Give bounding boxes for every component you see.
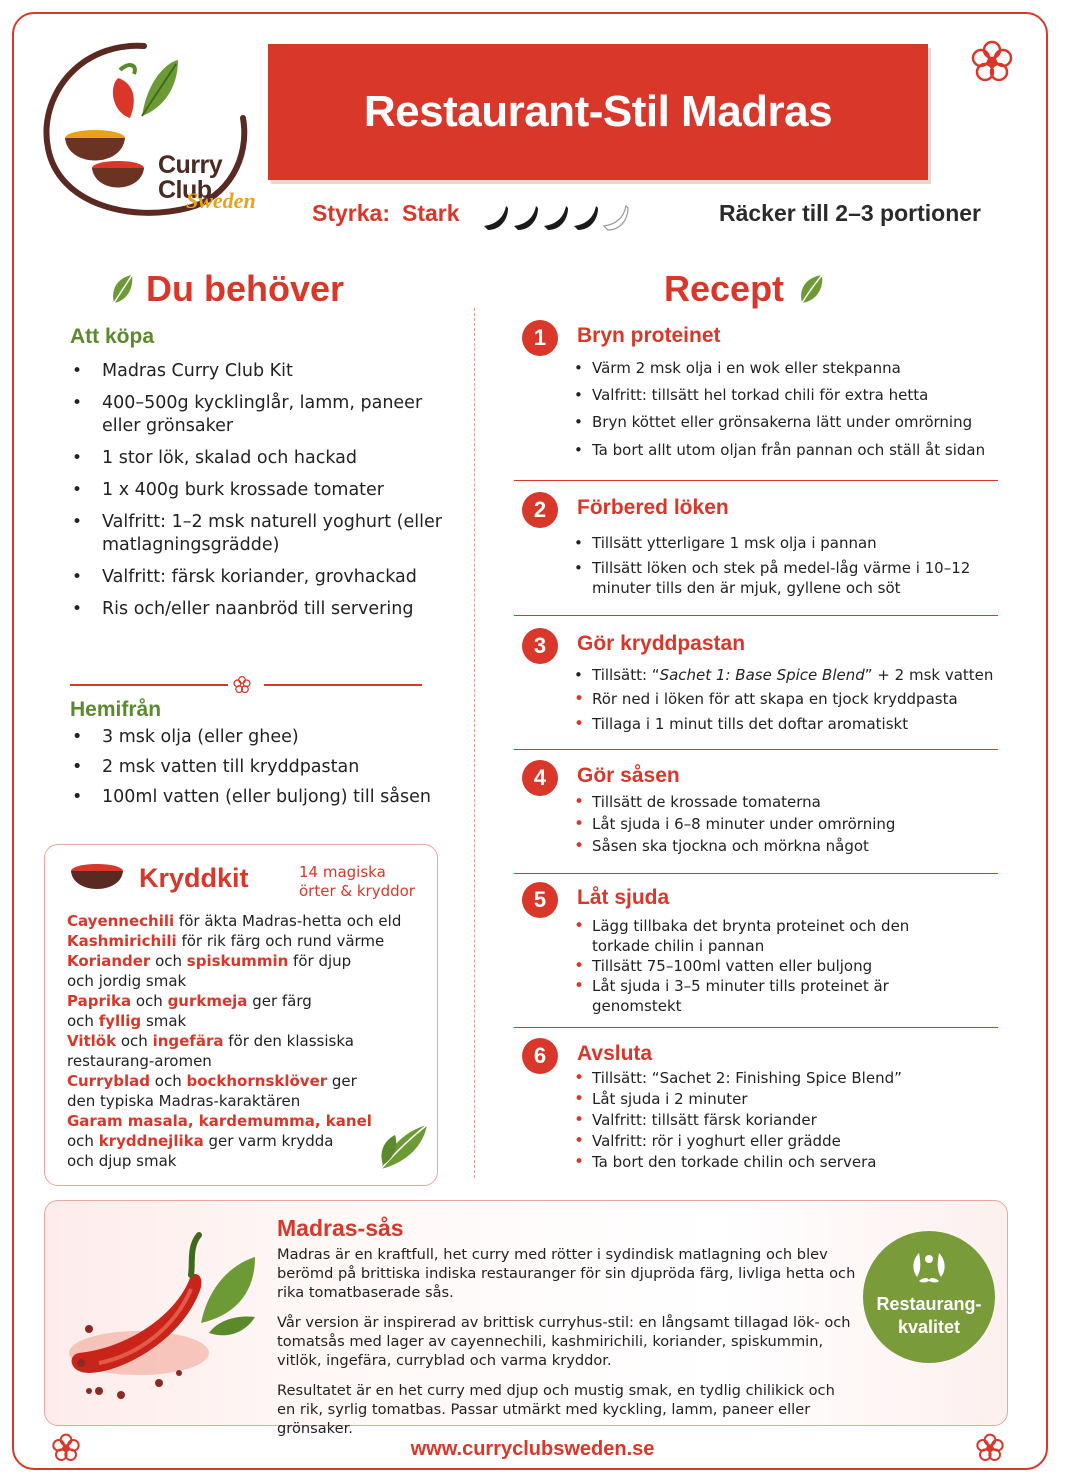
divider bbox=[514, 1027, 998, 1028]
step-title: Gör såsen bbox=[577, 764, 680, 787]
list-item: • 400–500g kycklinglår, lamm, paneer eller grönsaker bbox=[70, 392, 450, 438]
list-item: • Tillaga i 1 minut tills det doftar aromatiskt bbox=[570, 714, 1000, 734]
list-item: • Tillsätt: “Sachet 1: Base Spice Blend” + 2 msk vatten bbox=[570, 665, 1000, 685]
list-item: • Valfritt: rör i yoghurt eller grädde bbox=[570, 1131, 1000, 1151]
list-item: • Valfritt: 1–2 msk naturell yoghurt (eller matlagningsgrädde) bbox=[70, 511, 450, 557]
kit-subtitle: 14 magiska örter & kryddor bbox=[299, 863, 415, 900]
step-title: Bryn proteinet bbox=[577, 324, 721, 347]
leaf-icon bbox=[798, 273, 824, 305]
step-number: 4 bbox=[522, 760, 558, 796]
madras-paragraph-3: Resultatet är en het curry med djup och mustig smak, en tydlig chilikick och en rik, syrlig tomatbas. Passar utmärkt med kyckling, lamm, paneer eller grönsaker. bbox=[277, 1382, 835, 1437]
kit-title: Kryddkit bbox=[139, 863, 249, 893]
chili-pepper-icon bbox=[59, 1223, 259, 1417]
list-item: • 2 msk vatten till kryddpastan bbox=[70, 756, 450, 779]
flower-icon bbox=[232, 675, 252, 695]
chili-rating bbox=[480, 200, 636, 236]
buy-list bbox=[70, 360, 450, 630]
list-item: • Tillsätt ytterligare 1 msk olja i pannan bbox=[570, 533, 980, 553]
divider bbox=[514, 480, 998, 481]
title-banner bbox=[268, 44, 928, 180]
step-title: Förbered löken bbox=[577, 496, 729, 519]
divider bbox=[514, 615, 998, 616]
list-item: • Ris och/eller naanbröd till servering bbox=[70, 598, 450, 621]
strength-title: Styrka: bbox=[312, 200, 390, 226]
list-item: • Ta bort allt utom oljan från pannan och ställ åt sidan bbox=[570, 440, 1000, 460]
divider bbox=[514, 749, 998, 750]
recipe-heading bbox=[664, 268, 824, 310]
curry-club-logo bbox=[38, 38, 256, 220]
list-item: • Låt sjuda i 6–8 minuter under omrörning bbox=[570, 814, 1000, 834]
logo-text-sweden: Sweden bbox=[186, 188, 256, 213]
list-item: • 1 stor lök, skalad och hackad bbox=[70, 447, 450, 470]
page-title: Restaurant-Stil Madras bbox=[363, 87, 833, 136]
list-item: • Tillsätt: “Sachet 2: Finishing Spice Blend” bbox=[570, 1068, 1000, 1088]
laurel-icon bbox=[909, 1247, 949, 1287]
madras-paragraph-2: Vår version är inspirerad av brittisk curryhus-stil: en långsamt tillagad lök- och tomatsås med lager av cayennechili, kashmirichili, koriander, spiskummin, vitlök, ingefära, curryblad och varma kryddor. bbox=[277, 1314, 851, 1369]
madras-info-box bbox=[44, 1200, 1008, 1437]
logo-text-curry-club: Curry Club bbox=[158, 151, 223, 204]
list-item: • Valfritt: tillsätt hel torkad chili för extra hetta bbox=[570, 385, 1000, 405]
madras-paragraph-1: Madras är en kraftfull, het curry med rötter i sydindisk matlagning och blev berömd på brittiska indiska restauranger för sin djupröda färg, livliga hetta och rika tomatbaserade sås. bbox=[277, 1246, 856, 1301]
home-list bbox=[70, 726, 450, 816]
list-item: • Låt sjuda i 3–5 minuter tills proteinet är genomstekt bbox=[570, 976, 910, 1016]
home-heading: Hemifrån bbox=[70, 698, 162, 721]
ingredients-heading bbox=[110, 268, 344, 310]
servings-text: Räcker till 2–3 portioner bbox=[718, 200, 981, 226]
flower-icon bbox=[968, 38, 1016, 86]
column-divider bbox=[474, 308, 475, 1178]
list-item: • Tillsätt de krossade tomaterna bbox=[570, 792, 1000, 812]
kit-description: Cayennechili för äkta Madras-hetta och eld Kashmirichili för rik färg och rund värme Koriander och spiskummin för djup och jordig smak Paprika och gurkmeja ger färg och fyllig smak Vitlök och ingefära för den klassiska restaurang-aromen Curryblad och bockhornsklöver ger den typiska Madras-karaktären Garam masala, kardemumma, kanel och kryddnejlika ger varm krydda och djup smak bbox=[67, 912, 402, 1170]
step-number: 3 bbox=[522, 628, 558, 664]
list-item: • Rör ned i löken för att skapa en tjock kryddpasta bbox=[570, 689, 1000, 709]
quality-badge: Restaurang- kvalitet bbox=[863, 1231, 995, 1363]
list-item: • 1 x 400g burk krossade tomater bbox=[70, 479, 450, 502]
ingredients-title: Du behöver bbox=[146, 268, 345, 309]
chili-icon bbox=[484, 206, 628, 230]
strength-value: Stark bbox=[401, 200, 460, 226]
website-link[interactable]: www.curryclubsweden.se bbox=[410, 1438, 655, 1460]
list-item: • Valfritt: färsk koriander, grovhackad bbox=[70, 566, 450, 589]
list-item: • Såsen ska tjockna och mörkna något bbox=[570, 836, 1000, 856]
spice-bowl-icon bbox=[67, 859, 127, 903]
step-number: 1 bbox=[522, 320, 558, 356]
step-title: Gör kryddpastan bbox=[577, 632, 746, 655]
recipe-title: Recept bbox=[664, 268, 785, 309]
leaf-icon bbox=[375, 1117, 431, 1177]
step-title: Avsluta bbox=[577, 1042, 653, 1065]
list-item: • 100ml vatten (eller buljong) till såsen bbox=[70, 786, 450, 809]
leaf-icon bbox=[110, 273, 134, 305]
madras-title: Madras-sås bbox=[277, 1215, 404, 1241]
list-item: • Ta bort den torkade chilin och servera bbox=[570, 1152, 1000, 1172]
list-item: • Värm 2 msk olja i en wok eller stekpanna bbox=[570, 358, 1000, 378]
step-number: 6 bbox=[522, 1038, 558, 1074]
list-item: • Lägg tillbaka det brynta proteinet och den torkade chilin i pannan bbox=[570, 916, 910, 956]
list-item: • Låt sjuda i 2 minuter bbox=[570, 1089, 1000, 1109]
step-title: Låt sjuda bbox=[577, 886, 670, 909]
spice-kit-box bbox=[44, 844, 438, 1186]
list-item: • Tillsätt löken och stek på medel-låg värme i 10–12 minuter tills den är mjuk, gyllene och söt bbox=[570, 558, 980, 598]
step-number: 2 bbox=[522, 492, 558, 528]
list-item: • Madras Curry Club Kit bbox=[70, 360, 450, 383]
divider bbox=[514, 873, 998, 874]
list-item: • Tillsätt 75–100ml vatten eller buljong bbox=[570, 956, 910, 976]
buy-heading: Att köpa bbox=[70, 325, 154, 348]
list-item: • Bryn köttet eller grönsakerna lätt under omrörning bbox=[570, 412, 1000, 432]
list-item: • 3 msk olja (eller ghee) bbox=[70, 726, 450, 749]
step-number: 5 bbox=[522, 882, 558, 918]
strength-label bbox=[312, 200, 460, 227]
list-item: • Valfritt: tillsätt färsk koriander bbox=[570, 1110, 1000, 1130]
